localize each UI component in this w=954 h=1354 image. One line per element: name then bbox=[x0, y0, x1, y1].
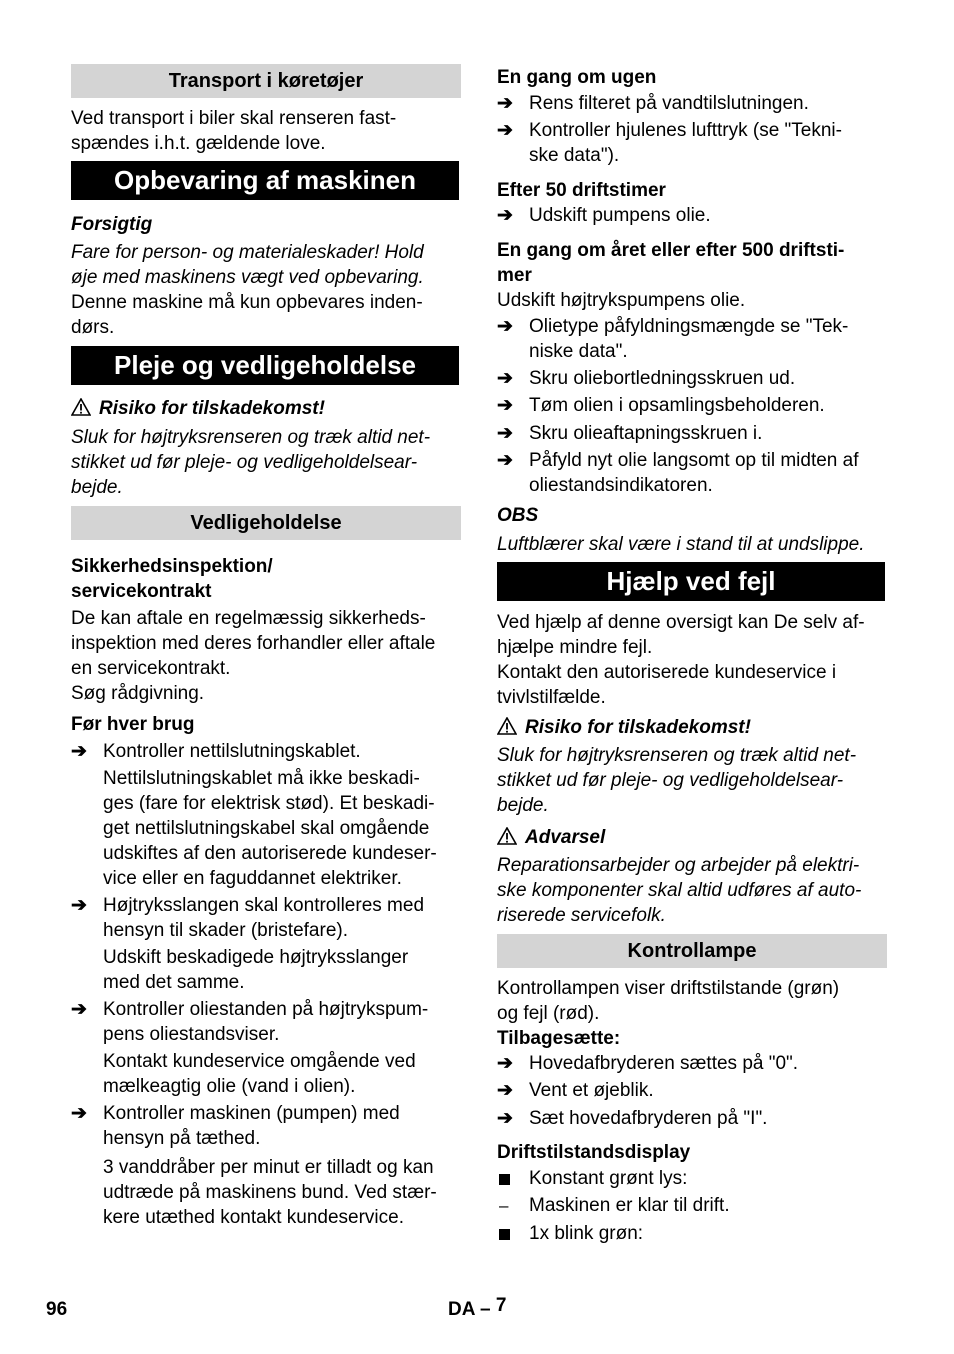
list-item-text: Konstant grønt lys: bbox=[529, 1168, 688, 1189]
list-item-text: Tøm olien i opsamlingsbeholderen. bbox=[529, 395, 825, 416]
risk-warning-label-text: Risiko for tilskadekomst! bbox=[525, 717, 751, 738]
caution-text: øje med maskinens vægt ved opbevaring. bbox=[71, 267, 424, 288]
list-item-text: pens oliestandsviser. bbox=[103, 1024, 280, 1045]
risk-warning-text: bejde. bbox=[497, 795, 549, 816]
risk-warning-text: Sluk for højtryksrenseren og træk altid net- bbox=[497, 745, 857, 766]
body-text: Ved transport i biler skal renseren fast- bbox=[71, 108, 397, 129]
subheading-after-50h: Efter 50 driftstimer bbox=[497, 180, 666, 201]
risk-warning-label bbox=[71, 396, 325, 421]
risk-warning-text: bejde. bbox=[71, 477, 123, 498]
warning-text: riserede servicefolk. bbox=[497, 905, 666, 926]
list-item-note: get nettilslutningskabel skal omgående bbox=[103, 818, 430, 839]
warning-text: Reparationsarbejder og arbejder på elektri- bbox=[497, 855, 860, 876]
list-item-text: Skru oliebortledningsskruen ud. bbox=[529, 368, 796, 389]
section-heading-lamp: Kontrollampe bbox=[497, 934, 887, 968]
section-heading-transport: Transport i køretøjer bbox=[71, 64, 461, 98]
warning-triangle-icon bbox=[497, 827, 517, 845]
list-item-note: Udskift beskadigede højtryksslanger bbox=[103, 947, 409, 968]
arrow-right-icon: ➔ bbox=[71, 741, 87, 762]
subheading-yearly: En gang om året eller efter 500 driftsti- bbox=[497, 240, 845, 261]
list-item-text: Udskift pumpens olie. bbox=[529, 205, 711, 226]
body-text: Kontrollampen viser driftstilstande (grøn) bbox=[497, 978, 840, 999]
list-item-text: Kontroller nettilslutningskablet. bbox=[103, 741, 361, 762]
arrow-right-icon: ➔ bbox=[497, 395, 513, 416]
list-item-note: mælkeagtig olie (vand i olien). bbox=[103, 1076, 356, 1097]
chapter-heading-help: Hjælp ved fejl bbox=[497, 562, 885, 601]
list-item-text: oliestandsindikatoren. bbox=[529, 475, 713, 496]
footer-lang-label: DA bbox=[448, 1299, 475, 1320]
warning-label bbox=[497, 825, 605, 850]
list-item-note: vice eller en faguddannet elektriker. bbox=[103, 868, 402, 889]
risk-warning-text: stikket ud før pleje- og vedligeholdelsear- bbox=[497, 770, 844, 791]
square-bullet-icon bbox=[499, 1229, 510, 1240]
arrow-right-icon: ➔ bbox=[71, 1103, 87, 1124]
subheading-display: Driftstilstandsdisplay bbox=[497, 1142, 691, 1163]
subheading-weekly: En gang om ugen bbox=[497, 67, 657, 88]
list-item-text: Højtryksslangen skal kontrolleres med bbox=[103, 895, 425, 916]
arrow-right-icon: ➔ bbox=[497, 423, 513, 444]
arrow-right-icon: ➔ bbox=[497, 1053, 513, 1074]
footer-separator: – bbox=[480, 1299, 491, 1320]
arrow-right-icon: ➔ bbox=[497, 1108, 513, 1129]
list-item-text: Kontroller oliestanden på højtrykspum- bbox=[103, 999, 429, 1020]
risk-warning-text: stikket ud før pleje- og vedligeholdelsear- bbox=[71, 452, 418, 473]
arrow-right-icon: ➔ bbox=[497, 368, 513, 389]
list-item-text: Sæt hovedafbryderen på "I". bbox=[529, 1108, 768, 1129]
arrow-right-icon: ➔ bbox=[71, 999, 87, 1020]
list-item-text: ske data"). bbox=[529, 145, 620, 166]
list-item-text: Olietype påfyldningsmængde se "Tek- bbox=[529, 316, 849, 337]
list-item-note: kere utæthed kontakt kundeservice. bbox=[103, 1207, 405, 1228]
subheading-reset: Tilbagesætte: bbox=[497, 1028, 621, 1049]
list-item-text: Maskinen er klar til drift. bbox=[529, 1195, 730, 1216]
list-item-note: udtræde på maskinens bund. Ved stær- bbox=[103, 1182, 437, 1203]
arrow-right-icon: ➔ bbox=[497, 450, 513, 471]
list-item-note: udskiftes af den autoriserede kundeser- bbox=[103, 843, 437, 864]
subheading-before-use: Før hver brug bbox=[71, 714, 195, 735]
list-item-text: Kontroller maskinen (pumpen) med bbox=[103, 1103, 400, 1124]
list-item-text: Påfyld nyt olie langsomt op til midten af bbox=[529, 450, 859, 471]
caution-label: Forsigtig bbox=[71, 214, 153, 235]
warning-triangle-icon bbox=[497, 717, 517, 735]
list-item-note: Nettilslutningskablet må ikke beskadi- bbox=[103, 768, 420, 789]
footer-language bbox=[448, 1295, 507, 1321]
obs-label: OBS bbox=[497, 505, 539, 526]
arrow-right-icon: ➔ bbox=[497, 1080, 513, 1101]
warning-triangle-icon bbox=[71, 398, 91, 416]
list-item-text: hensyn på tæthed. bbox=[103, 1128, 261, 1149]
list-item-text: Skru olieaftapningsskruen i. bbox=[529, 423, 763, 444]
risk-warning-label bbox=[497, 715, 751, 740]
body-text: inspektion med deres forhandler eller aftale bbox=[71, 633, 436, 654]
risk-warning-label-text: Risiko for tilskadekomst! bbox=[99, 398, 325, 419]
body-text: en servicekontrakt. bbox=[71, 658, 231, 679]
subheading-safety: Sikkerhedsinspektion/ bbox=[71, 556, 273, 577]
arrow-right-icon: ➔ bbox=[497, 316, 513, 337]
body-text: Kontakt den autoriserede kundeservice i bbox=[497, 662, 837, 683]
body-text: Søg rådgivning. bbox=[71, 683, 205, 704]
section-heading-maintenance: Vedligeholdelse bbox=[71, 506, 461, 540]
obs-text: Luftblærer skal være i stand til at undslippe. bbox=[497, 534, 865, 555]
list-item-text: Kontroller hjulenes lufttryk (se "Tekni- bbox=[529, 120, 842, 141]
list-item-text: Hovedafbryderen sættes på "0". bbox=[529, 1053, 799, 1074]
body-text: tvivlstilfælde. bbox=[497, 687, 606, 708]
list-item-note: Kontakt kundeservice omgående ved bbox=[103, 1051, 416, 1072]
body-text: Udskift højtrykspumpens olie. bbox=[497, 290, 746, 311]
footer-sub-page: 7 bbox=[495, 1295, 507, 1316]
arrow-right-icon: ➔ bbox=[71, 895, 87, 916]
page-number: 96 bbox=[46, 1299, 68, 1320]
body-text: hjælpe mindre fejl. bbox=[497, 637, 653, 658]
list-item-note: ges (fare for elektrisk stød). Et beskadi- bbox=[103, 793, 435, 814]
list-item-text: Vent et øjeblik. bbox=[529, 1080, 654, 1101]
body-text: spændes i.h.t. gældende love. bbox=[71, 133, 326, 154]
list-item-text: hensyn til skader (bristefare). bbox=[103, 920, 348, 941]
chapter-heading-storage: Opbevaring af maskinen bbox=[71, 161, 459, 200]
body-text: og fejl (rød). bbox=[497, 1003, 600, 1024]
subheading-safety: servicekontrakt bbox=[71, 581, 212, 602]
caution-text: Fare for person- og materialeskader! Hold bbox=[71, 242, 424, 263]
square-bullet-icon bbox=[499, 1174, 510, 1185]
arrow-right-icon: ➔ bbox=[497, 120, 513, 141]
warning-label-text: Advarsel bbox=[525, 827, 606, 848]
list-item-text: Rens filteret på vandtilslutningen. bbox=[529, 93, 809, 114]
body-text: dørs. bbox=[71, 317, 115, 338]
arrow-right-icon: ➔ bbox=[497, 93, 513, 114]
list-item-note: 3 vanddråber per minut er tilladt og kan bbox=[103, 1157, 434, 1178]
warning-text: ske komponenter skal altid udføres af auto- bbox=[497, 880, 862, 901]
risk-warning-text: Sluk for højtryksrenseren og træk altid net- bbox=[71, 427, 431, 448]
body-text: Ved hjælp af denne oversigt kan De selv af- bbox=[497, 612, 865, 633]
body-text: De kan aftale en regelmæssig sikkerheds- bbox=[71, 608, 426, 629]
arrow-right-icon: ➔ bbox=[497, 205, 513, 226]
dash-bullet-icon: – bbox=[499, 1196, 509, 1215]
list-item-text: 1x blink grøn: bbox=[529, 1223, 644, 1244]
list-item-text: niske data". bbox=[529, 341, 628, 362]
subheading-yearly: mer bbox=[497, 265, 532, 286]
list-item-note: med det samme. bbox=[103, 972, 245, 993]
chapter-heading-care: Pleje og vedligeholdelse bbox=[71, 346, 459, 385]
body-text: Denne maskine må kun opbevares inden- bbox=[71, 292, 423, 313]
